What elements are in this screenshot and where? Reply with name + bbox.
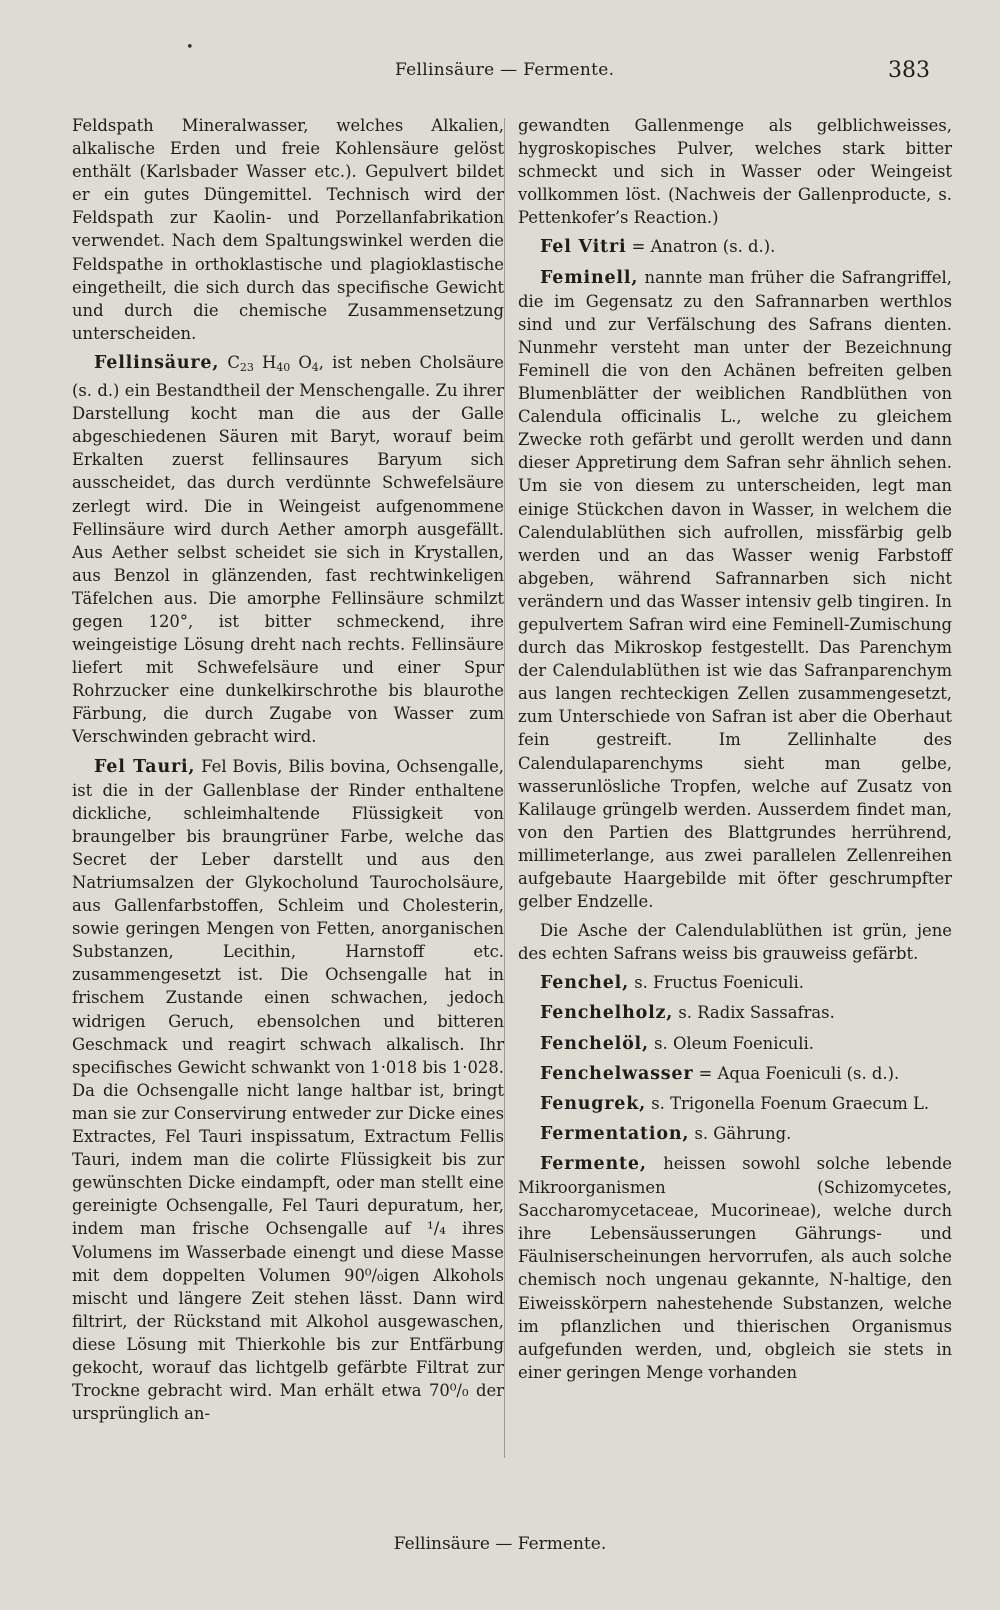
paragraph-feldspath-continued: Feldspath Mineralwasser, welches Alkalien, alkalische Erden und freie Kohlensäure gelöst enthält (Karlsbader Wasser etc.). Gepulvert bildet er ein gutes Düngemittel. Technisch wird der Feldspath zur Kaolin- und Porzellanfabrikation verwendet. Nach dem Spaltungswinkel werden die Feldspathe in orthoklastische und plagioklastische eingetheilt, die sich durch das specifische Gewicht und durch die chemische Zusammensetzung unterscheiden. (72, 116, 504, 343)
entry-fencheloel (518, 1032, 952, 1056)
column-divider (504, 118, 505, 1458)
paragraph-asche: Die Asche der Calendulablüthen ist grün, jene des echten Safrans weiss bis grauweiss gefärbt. (518, 921, 952, 964)
right-column (518, 114, 952, 1384)
entry-fenchel (518, 971, 952, 995)
entry-text: s. Trigonella Foenum Graecum L. (646, 1093, 930, 1113)
headword: Fermente, (540, 1153, 647, 1174)
entry-text: s. Gährung. (689, 1123, 792, 1143)
headword: Fellinsäure, (94, 352, 220, 373)
headword: Fenchelwasser (540, 1063, 694, 1084)
entry-text: s. Fructus Foeniculi. (628, 973, 805, 993)
page-footer: Fellinsäure — Fermente. (393, 1534, 607, 1554)
formula-h: H (253, 352, 277, 372)
paragraph-fel-tauri-continued: gewandten Gallenmenge als gelblichweisses, hygroskopisches Pulver, welches stark bitter schmeckt und sich in Wasser oder Weingeist vollkommen löst. (Nachweis der Gallenproducte, s. Pettenkofer’s Reaction.) (518, 116, 952, 228)
entry-fel-vitri (518, 235, 952, 259)
entry-fellinsaeure (72, 351, 504, 749)
headword: Fenchel, (540, 973, 629, 994)
entry-fenchelholz (518, 1001, 952, 1025)
entry-text: heissen sowohl solche lebende Mikroorganismen (Schizomycetes, Saccharomycetaceae, Mucorineae), welche durch ihre Lebensäusserungen Gährungs- und Fäulniserscheinungen hervorrufen, als auch solche chemisch noch ungenau gekannte, N-haltige, den Eiweisskörpern nahestehende Substanzen, welche im pflanzlichen und thierischen Organismus aufgefunden werden, und, obgleich sie stets in einer geringen Menge vorhanden (518, 1153, 952, 1382)
page-header (70, 58, 940, 86)
entry-feminell (518, 266, 952, 914)
page-number: 383 (888, 58, 930, 83)
headword: Fel Vitri (540, 237, 627, 258)
running-title: Fellinsäure — Fermente. (395, 60, 615, 80)
headword: Feminell, (540, 267, 639, 288)
entry-text: Fel Bovis, Bilis bovina, Ochsengalle, ist die in der Gallenblase der Rinder enthaltene dickliche, schleimhaltende Flüssigkeit von braungelber bis braungrüner Farbe, welche das Secret der Leber darstellt und aus den Natriumsalzen der Glykocholund Taurocholsäure, aus Gallenfarbstoffen, Schleim und Cholesterin, sowie geringen Mengen von Fetten, anorganischen Substanzen, Lecithin, Harnstoff etc. zusammengesetzt ist. Die Ochsengalle hat in frischem Zustande einen schwachen, jedoch widrigen Geruch, ebensolchen und bitteren Geschmack und reagirt schwach alkalisch. Ihr specifisches Gewicht schwankt von 1·018 bis 1·028. Da die Ochsengalle nicht lange haltbar ist, bringt man sie zur Conservirung entweder zur Dicke eines Extractes, Fel Tauri inspissatum, Extractum Fellis Tauri, indem man die colirte Flüssigkeit bis zur gewünschten Dicke eindampft, oder man stellt eine gereinigte Ochsengalle, Fel Tauri depuratum, her, indem man frische Ochsengalle auf ¹/₄ ihres Volumens im Wasserbade einengt und diese Masse mit dem doppelten Volumen 90⁰/₀igen Alkohols mischt und längere Zeit stehen lässt. Dann wird filtrirt, der Rückstand mit Alkohol ausgewaschen, diese Lösung mit Thierkohle bis zur Entfärbung gekocht, worauf das lichtgelb gefärbte Filtrat zur Trockne gebracht wird. Man erhält etwa 70⁰/₀ der ursprünglich an- (72, 756, 505, 1424)
formula-o-subscript: 4 (311, 360, 319, 374)
formula-c: C (227, 352, 240, 372)
entry-text: , ist neben Cholsäure (s. d.) ein Bestandtheil der Menschengalle. Zu ihrer Darstellung kocht man die aus der Galle abgeschiedenen Säuren mit Baryt, worauf beim Erkalten zuerst fellinsaures Baryum sich ausscheidet, das durch verdünnte Schwefelsäure zerlegt wird. Die in Weingeist aufgenommene Fellinsäure wird durch Aether amorph ausgefällt. Aus Aether selbst scheidet sie sich in Krystallen, aus Benzol in glänzenden, fast rechtwinkeligen Täfelchen aus. Die amorphe Fellinsäure schmilzt gegen 120°, ist bitter schmeckend, ihre weingeistige Lösung dreht nach rechts. Fellinsäure liefert mit Schwefelsäure und einer Spur Rohrzucker eine dunkelkirschrothe bis blaurothe Färbung, die durch Zugabe von Wasser zum Verschwinden gebracht wird. (72, 352, 504, 747)
headword: Fenchelöl, (540, 1033, 649, 1054)
entry-text: nannte man früher die Safrangriffel, die im Gegensatz zu den Safrannarben werthlos sind und zur Verfälschung des Safrans dienten. Nunmehr versteht man unter der Bezeichnung Feminell die von den Achänen befreiten gelben Blumenblätter der weiblichen Randblüthen von Calendula officinalis L., welche zu gleichem Zwecke roth gefärbt und gerollt werden und dann dieser Appretirung dem Safran sehr ähnlich sehen. Um sie von diesem zu unterscheiden, legt man einige Stückchen davon in Wasser, in welchem die Calendulablüthen sich aufrollen, missfärbig gelb werden und an das Wasser wenig Farbstoff abgeben, während Safrannarben sich nicht verändern und das Wasser intensiv gelb tingiren. In gepulvertem Safran wird eine Feminell-Zumischung durch das Mikroskop festgestellt. Das Parenchym der Calendulablüthen ist wie das Safranparenchym aus langen rechteckigen Zellen zusammengesetzt, zum Unterschiede von Safran ist aber die Oberhaut fein gestreift. Im Zellinhalte des Calendulaparenchyms sieht man gelbe, wasserunlösliche Tropfen, welche auf Zusatz von Kalilauge grüngelb werden. Ausserdem findet man, von den Partien des Blattgrundes herrührend, millimeterlange, aus zwei parallelen Zellenreihen aufgebaute Haargebilde mit öfter geschrumpfter gelber Endzelle. (518, 267, 952, 912)
entry-fenchelwasser (518, 1062, 952, 1086)
entry-text: s. Radix Sassafras. (673, 1003, 835, 1023)
left-column (72, 114, 504, 1425)
formula-h-subscript: 40 (276, 360, 291, 374)
printer-mark: • (186, 40, 194, 55)
headword: Fenchelholz, (540, 1003, 674, 1024)
entry-fenugrek (518, 1092, 952, 1116)
headword: Fel Tauri, (94, 756, 196, 777)
entry-text: s. Oleum Foeniculi. (648, 1033, 814, 1053)
entry-fermentation (518, 1122, 952, 1146)
headword: Fenugrek, (540, 1093, 647, 1114)
entry-text: = Anatron (s. d.). (626, 237, 776, 257)
formula-c-subscript: 23 (239, 360, 254, 374)
formula-o: O (290, 352, 312, 372)
entry-text: = Aqua Foeniculi (s. d.). (693, 1063, 900, 1083)
entry-fel-tauri (72, 755, 504, 1426)
headword: Fermentation, (540, 1123, 690, 1144)
entry-fermente (518, 1152, 952, 1384)
